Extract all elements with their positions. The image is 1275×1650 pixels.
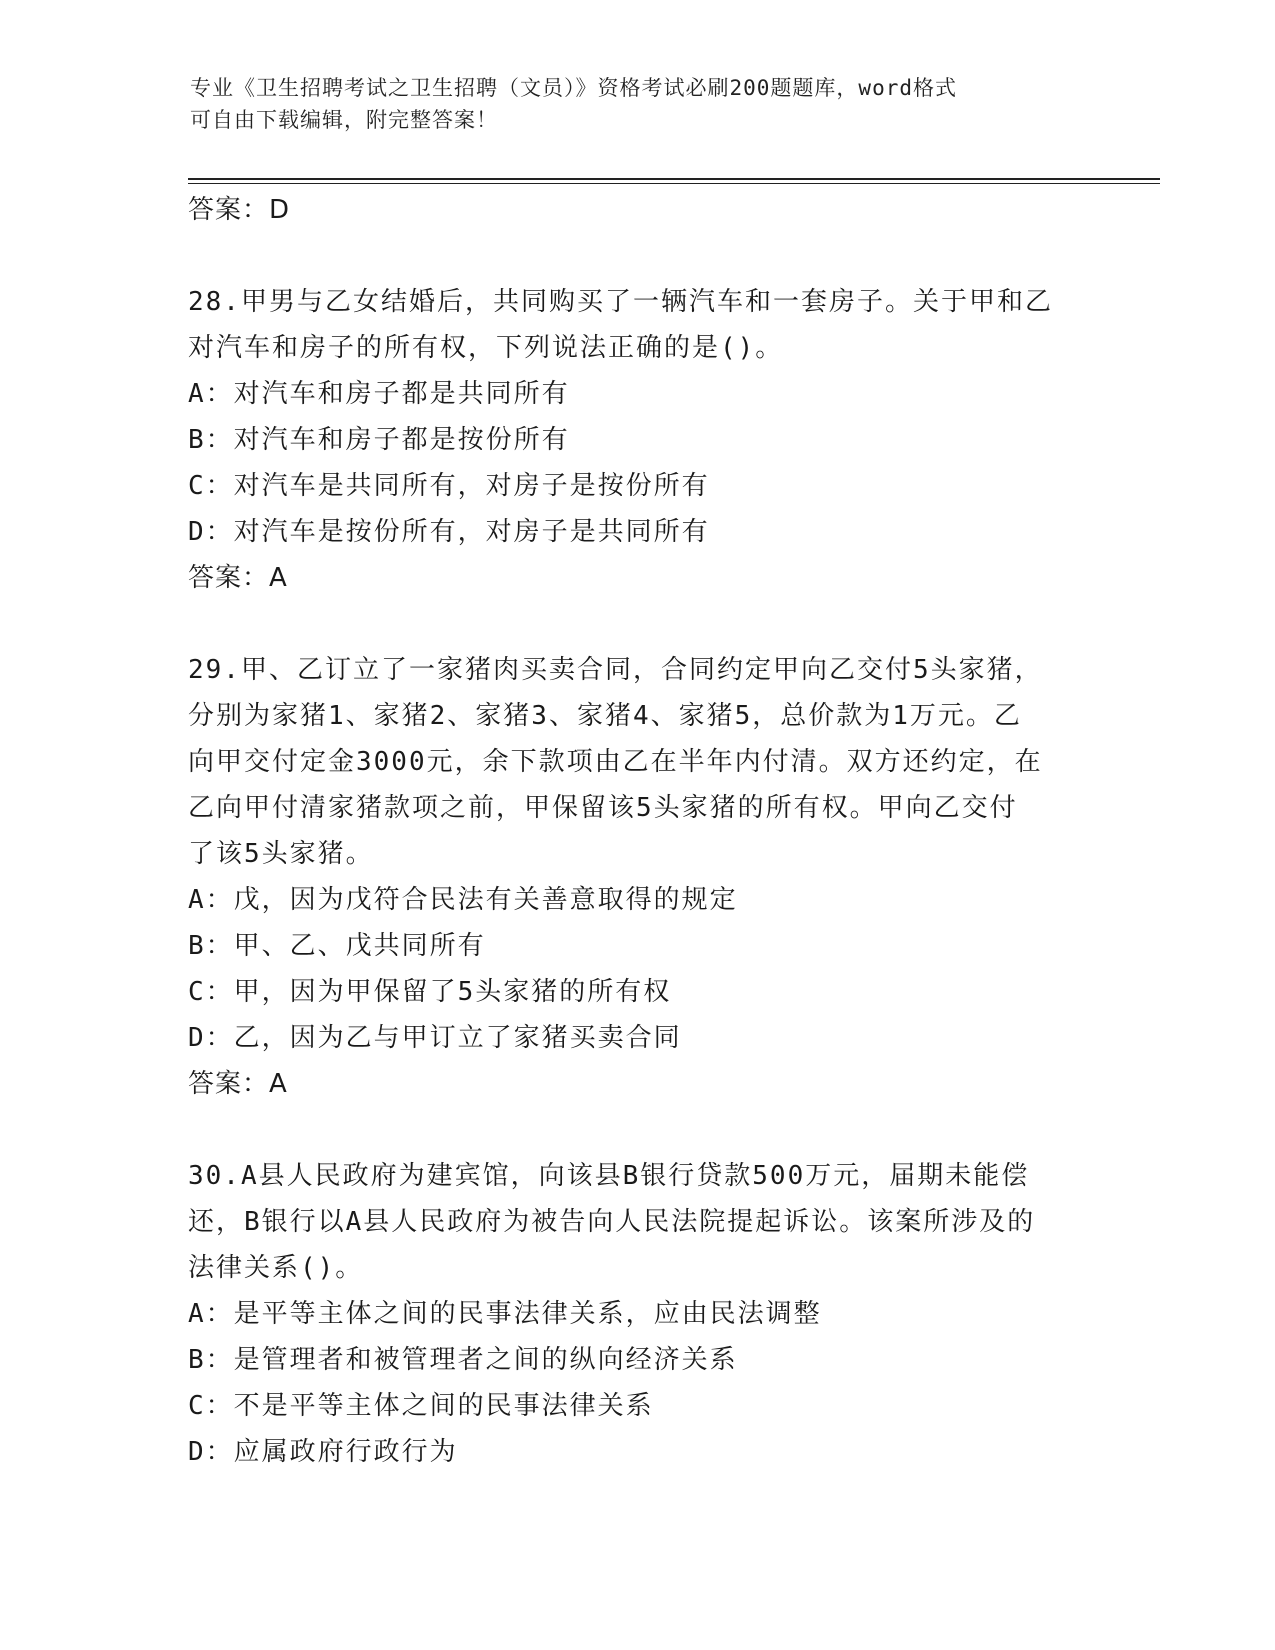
question-text: 法律关系()。 (188, 1253, 364, 1283)
question-text: 28.甲男与乙女结婚后，共同购买了一辆汽车和一套房子。关于甲和乙 (188, 287, 1053, 317)
question-text: 分别为家猪1、家猪2、家猪3、家猪4、家猪5，总价款为1万元。乙 (188, 701, 1022, 731)
question-list (188, 187, 1088, 1475)
question-30 (188, 1153, 1088, 1475)
question-text: 对汽车和房子的所有权，下列说法正确的是()。 (188, 333, 784, 363)
question-text: 了该5头家猪。 (188, 839, 374, 869)
option-b: B：甲、乙、戊共同所有 (188, 931, 486, 961)
option-a: A：戊，因为戊符合民法有关善意取得的规定 (188, 885, 738, 915)
header-rule-thick (188, 178, 1160, 180)
option-d: D：对汽车是按份所有，对房子是共同所有 (188, 517, 710, 547)
option-d: D：应属政府行政行为 (188, 1437, 458, 1467)
option-c: C：对汽车是共同所有，对房子是按份所有 (188, 471, 710, 501)
question-29 (188, 647, 1088, 1107)
question-28 (188, 279, 1088, 601)
option-c: C：甲，因为甲保留了5头家猪的所有权 (188, 977, 672, 1007)
header-line-1: 专业《卫生招聘考试之卫生招聘（文员）》资格考试必刷200题题库，word格式 (190, 76, 957, 100)
question-text: 还，B银行以A县人民政府为被告向人民法院提起诉讼。该案所涉及的 (188, 1207, 1036, 1237)
document-header (190, 72, 1090, 136)
option-c: C：不是平等主体之间的民事法律关系 (188, 1391, 654, 1421)
answer-line: 答案：A (188, 563, 288, 593)
option-d: D：乙，因为乙与甲订立了家猪买卖合同 (188, 1023, 682, 1053)
question-text: 29.甲、乙订立了一家猪肉买卖合同，合同约定甲向乙交付5头家猪， (188, 655, 1043, 685)
option-a: A：对汽车和房子都是共同所有 (188, 379, 570, 409)
answer-line: 答案：A (188, 1069, 288, 1099)
question-text: 乙向甲付清家猪款项之前，甲保留该5头家猪的所有权。甲向乙交付 (188, 793, 1018, 823)
question-text: 30.A县人民政府为建宾馆，向该县B银行贷款500万元，届期未能偿 (188, 1161, 1030, 1191)
option-b: B：是管理者和被管理者之间的纵向经济关系 (188, 1345, 738, 1375)
question-text: 向甲交付定金3000元，余下款项由乙在半年内付清。双方还约定，在 (188, 747, 1043, 777)
header-line-2: 可自由下载编辑，附完整答案！ (190, 108, 498, 132)
answer-line: 答案：D (188, 195, 291, 225)
option-b: B：对汽车和房子都是按份所有 (188, 425, 570, 455)
header-rule-thin (188, 183, 1160, 184)
option-a: A：是平等主体之间的民事法律关系，应由民法调整 (188, 1299, 822, 1329)
